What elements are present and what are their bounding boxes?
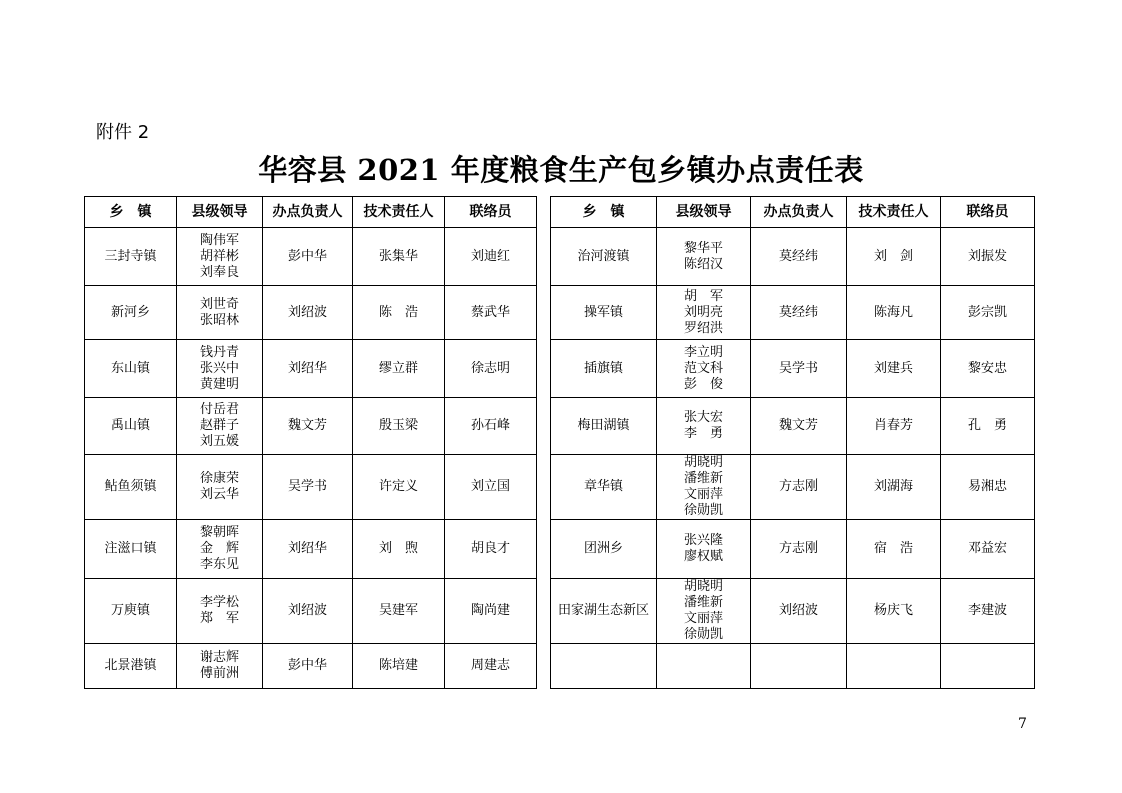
right-leaders-cell: 胡晓明 潘维新 文丽萍 徐勋凯 (657, 579, 751, 644)
left-tech-cell: 陈培建 (353, 644, 445, 689)
left-liaison-cell: 陶尚建 (445, 579, 537, 644)
right-leaders-cell: 张大宏 李 勇 (657, 398, 751, 455)
column-gap (537, 644, 551, 689)
header-liaison-left: 联络员 (445, 197, 537, 228)
left-town-cell: 鲇鱼须镇 (85, 455, 177, 520)
right-office-cell (751, 644, 847, 689)
right-tech-cell: 陈海凡 (847, 286, 941, 340)
right-liaison-cell: 易湘忠 (941, 455, 1035, 520)
left-town-cell: 东山镇 (85, 340, 177, 398)
right-tech-cell: 刘 剑 (847, 228, 941, 286)
table-row (85, 520, 1035, 579)
right-leaders-cell: 李立明 范文科 彭 俊 (657, 340, 751, 398)
right-office-cell: 刘绍波 (751, 579, 847, 644)
right-tech-cell: 刘建兵 (847, 340, 941, 398)
right-town-cell: 插旗镇 (551, 340, 657, 398)
right-tech-cell: 杨庆飞 (847, 579, 941, 644)
right-tech-cell: 刘湖海 (847, 455, 941, 520)
left-tech-cell: 吴建军 (353, 579, 445, 644)
column-gap (537, 197, 551, 228)
table-row (85, 644, 1035, 689)
header-leaders-right: 县级领导 (657, 197, 751, 228)
left-town-cell: 万庾镇 (85, 579, 177, 644)
column-gap (537, 520, 551, 579)
left-tech-cell: 许定义 (353, 455, 445, 520)
right-town-cell: 操军镇 (551, 286, 657, 340)
left-liaison-cell: 刘立国 (445, 455, 537, 520)
right-tech-cell: 肖春芳 (847, 398, 941, 455)
header-tech-right: 技术责任人 (847, 197, 941, 228)
right-leaders-cell (657, 644, 751, 689)
attachment-label: 附件 2 (96, 122, 150, 143)
left-liaison-cell: 刘迪红 (445, 228, 537, 286)
table-row (85, 286, 1035, 340)
left-town-cell: 禹山镇 (85, 398, 177, 455)
left-liaison-cell: 周建志 (445, 644, 537, 689)
right-tech-cell: 宿 浩 (847, 520, 941, 579)
right-leaders-cell: 张兴隆 廖权赋 (657, 520, 751, 579)
left-town-cell: 新河乡 (85, 286, 177, 340)
left-leaders-cell: 黎朝晖 金 辉 李东见 (177, 520, 263, 579)
right-liaison-cell: 李建波 (941, 579, 1035, 644)
table-row (85, 455, 1035, 520)
column-gap (537, 228, 551, 286)
responsibility-table (84, 196, 1035, 689)
left-office-cell: 魏文芳 (263, 398, 353, 455)
left-town-cell: 三封寺镇 (85, 228, 177, 286)
left-leaders-cell: 陶伟军 胡祥彬 刘奉良 (177, 228, 263, 286)
right-office-cell: 吴学书 (751, 340, 847, 398)
table-row (85, 579, 1035, 644)
left-tech-cell: 缪立群 (353, 340, 445, 398)
left-office-cell: 彭中华 (263, 644, 353, 689)
column-gap (537, 455, 551, 520)
left-leaders-cell: 刘世奇 张昭林 (177, 286, 263, 340)
left-tech-cell: 殷玉梁 (353, 398, 445, 455)
right-liaison-cell: 孔 勇 (941, 398, 1035, 455)
right-leaders-cell: 胡晓明 潘维新 文丽萍 徐勋凯 (657, 455, 751, 520)
left-town-cell: 北景港镇 (85, 644, 177, 689)
header-leaders-left: 县级领导 (177, 197, 263, 228)
header-town-left: 乡 镇 (85, 197, 177, 228)
header-office-left: 办点负责人 (263, 197, 353, 228)
column-gap (537, 579, 551, 644)
left-leaders-cell: 李学松 郑 军 (177, 579, 263, 644)
header-tech-left: 技术责任人 (353, 197, 445, 228)
right-town-cell: 团洲乡 (551, 520, 657, 579)
right-office-cell: 方志刚 (751, 520, 847, 579)
column-gap (537, 286, 551, 340)
left-leaders-cell: 徐康荣 刘云华 (177, 455, 263, 520)
right-liaison-cell: 黎安忠 (941, 340, 1035, 398)
left-office-cell: 吴学书 (263, 455, 353, 520)
right-tech-cell (847, 644, 941, 689)
right-office-cell: 方志刚 (751, 455, 847, 520)
right-town-cell: 田家湖生态新区 (551, 579, 657, 644)
right-office-cell: 莫经纬 (751, 286, 847, 340)
column-gap (537, 398, 551, 455)
right-leaders-cell: 胡 军 刘明亮 罗绍洪 (657, 286, 751, 340)
left-office-cell: 刘绍波 (263, 286, 353, 340)
right-office-cell: 莫经纬 (751, 228, 847, 286)
table-row (85, 340, 1035, 398)
left-liaison-cell: 蔡武华 (445, 286, 537, 340)
left-leaders-cell: 谢志辉 傅前洲 (177, 644, 263, 689)
left-tech-cell: 陈 浩 (353, 286, 445, 340)
left-office-cell: 刘绍华 (263, 520, 353, 579)
right-town-cell: 章华镇 (551, 455, 657, 520)
right-town-cell: 治河渡镇 (551, 228, 657, 286)
header-liaison-right: 联络员 (941, 197, 1035, 228)
right-town-cell (551, 644, 657, 689)
left-liaison-cell: 胡良才 (445, 520, 537, 579)
left-office-cell: 彭中华 (263, 228, 353, 286)
right-office-cell: 魏文芳 (751, 398, 847, 455)
right-liaison-cell: 彭宗凯 (941, 286, 1035, 340)
left-leaders-cell: 钱丹青 张兴中 黄建明 (177, 340, 263, 398)
right-town-cell: 梅田湖镇 (551, 398, 657, 455)
column-gap (537, 340, 551, 398)
document-title: 华容县 2021 年度粮食生产包乡镇办点责任表 (258, 153, 864, 187)
table-header-row (85, 197, 1035, 228)
header-town-right: 乡 镇 (551, 197, 657, 228)
left-liaison-cell: 孙石峰 (445, 398, 537, 455)
left-tech-cell: 刘 煦 (353, 520, 445, 579)
left-tech-cell: 张集华 (353, 228, 445, 286)
left-leaders-cell: 付岳君 赵群子 刘五媛 (177, 398, 263, 455)
header-office-right: 办点负责人 (751, 197, 847, 228)
left-office-cell: 刘绍波 (263, 579, 353, 644)
table-row (85, 228, 1035, 286)
left-office-cell: 刘绍华 (263, 340, 353, 398)
right-liaison-cell (941, 644, 1035, 689)
right-liaison-cell: 邓益宏 (941, 520, 1035, 579)
right-liaison-cell: 刘振发 (941, 228, 1035, 286)
left-liaison-cell: 徐志明 (445, 340, 537, 398)
page-number: 7 (1018, 716, 1027, 732)
left-town-cell: 注滋口镇 (85, 520, 177, 579)
table-row (85, 398, 1035, 455)
right-leaders-cell: 黎华平 陈绍汉 (657, 228, 751, 286)
